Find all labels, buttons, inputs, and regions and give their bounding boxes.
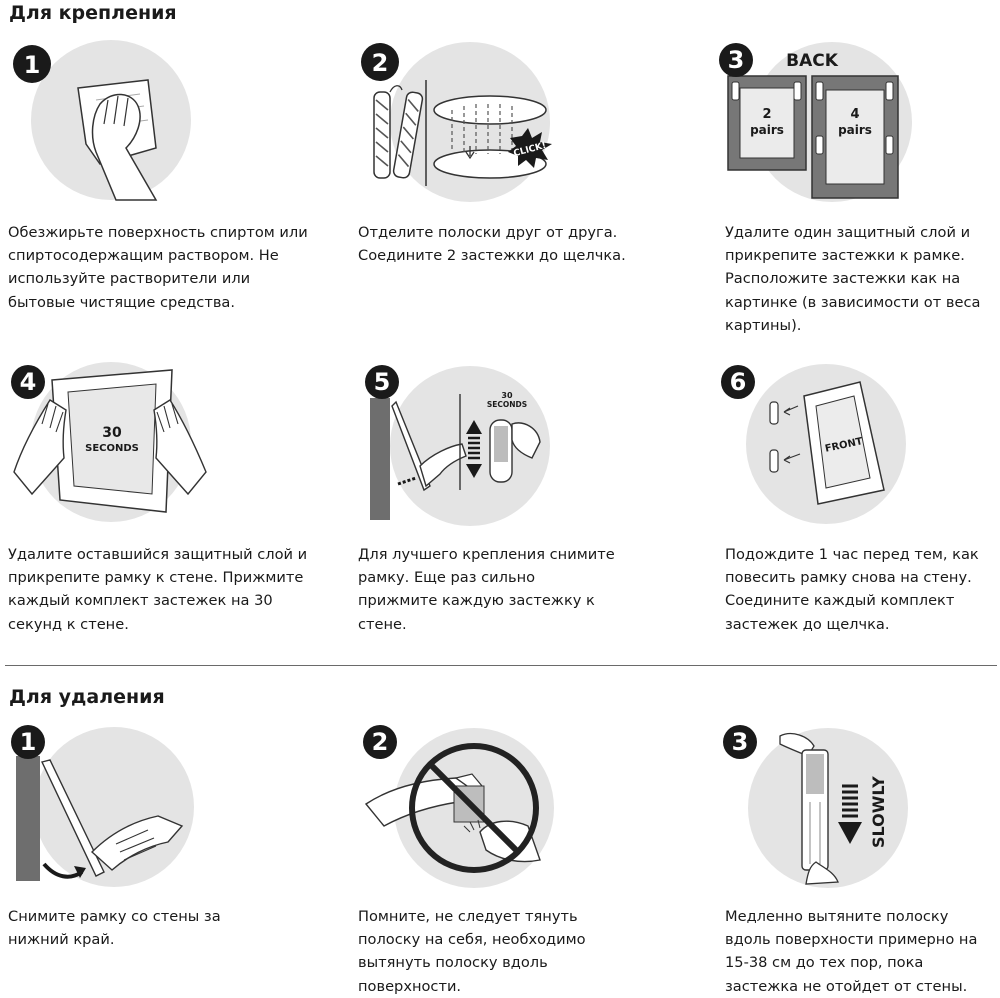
removal-step-3-caption: Медленно вытяните полоску вдоль поверхности примерно на 15-38 см до тех пор, пока застежка не отойдет от стены. [725, 908, 978, 995]
back-label: BACK [786, 51, 838, 71]
removal-section-title: Для удаления [9, 686, 165, 708]
section-divider [5, 665, 997, 666]
small-frame-unit: pairs [750, 123, 784, 137]
removal-step-2-illustration [360, 722, 560, 887]
mounting-step-2-caption: Отделите полоски друг от друга. Соедините 2 застежки до щелчка. [358, 224, 626, 265]
large-frame-count: 4 [850, 107, 860, 122]
mounting-step-5-illustration [362, 362, 562, 522]
mounting-step-1-caption: Обезжирьте поверхность спиртом или спиртосодержащим раствором. Не используйте растворители или бытовые чистящие средства. [8, 224, 308, 311]
small-frame-count: 2 [762, 107, 772, 122]
small-frame-2-pairs-icon [728, 76, 806, 170]
removal-step-1-caption: Снимите рамку со стены за нижний край. [8, 908, 221, 949]
seconds-value: 30 [102, 425, 122, 441]
step-number: 6 [729, 368, 747, 396]
wall-icon [370, 398, 390, 520]
step-number: 2 [371, 49, 389, 77]
seconds-value: 30 [501, 391, 513, 400]
strip-texture [494, 426, 508, 462]
step-number: 3 [731, 728, 749, 756]
mounting-step-5-caption: Для лучшего крепления снимите рамку. Еще раз сильно прижмите каждую застежку к стене. [358, 546, 615, 633]
large-frame-4-pairs-icon [812, 76, 898, 198]
step-number: 1 [19, 728, 37, 756]
seconds-unit: SECONDS [85, 443, 139, 454]
removal-step-3-illustration [720, 722, 920, 887]
seconds-unit: SECONDS [486, 400, 528, 409]
wall-icon [16, 756, 40, 881]
press-frame-icon [52, 370, 172, 512]
click-label: CLICK! [512, 140, 548, 160]
mounting-step-4-caption: Удалите оставшийся защитный слой и прикрепите рамку к стене. Прижмите каждый комплект застежек на 30 секунд к стене. [8, 546, 308, 633]
mounting-section-title: Для крепления [9, 2, 177, 24]
mounting-step-6-illustration [720, 362, 920, 522]
mounting-step-1-illustration [8, 40, 208, 200]
step-number: 2 [371, 728, 389, 756]
mounting-step-3-caption: Удалите один защитный слой и прикрепите застежки к рамке. Расположите застежки как на картинке (в зависимости от веса картины). [725, 224, 981, 334]
removal-step-1-illustration [8, 722, 208, 887]
mounting-step-3-illustration [720, 40, 920, 205]
step-number: 1 [23, 51, 41, 79]
large-frame-unit: pairs [838, 123, 872, 137]
step-number: 4 [19, 368, 37, 396]
mounting-step-6-caption: Подождите 1 час перед тем, как повесить рамку снова на стену. Соедините каждый комплект застежек до щелчка. [725, 546, 979, 633]
step-number: 5 [373, 368, 391, 396]
mounting-step-4-illustration [8, 362, 208, 522]
mounting-step-2-illustration [360, 40, 560, 200]
step-number: 3 [727, 46, 745, 74]
slowly-label: SLOWLY [869, 776, 888, 848]
front-label: FRONT [824, 436, 864, 455]
removal-step-2-caption: Помните, не следует тянуть полоску на себя, необходимо вытянуть полоску вдоль поверхности. [358, 908, 586, 995]
